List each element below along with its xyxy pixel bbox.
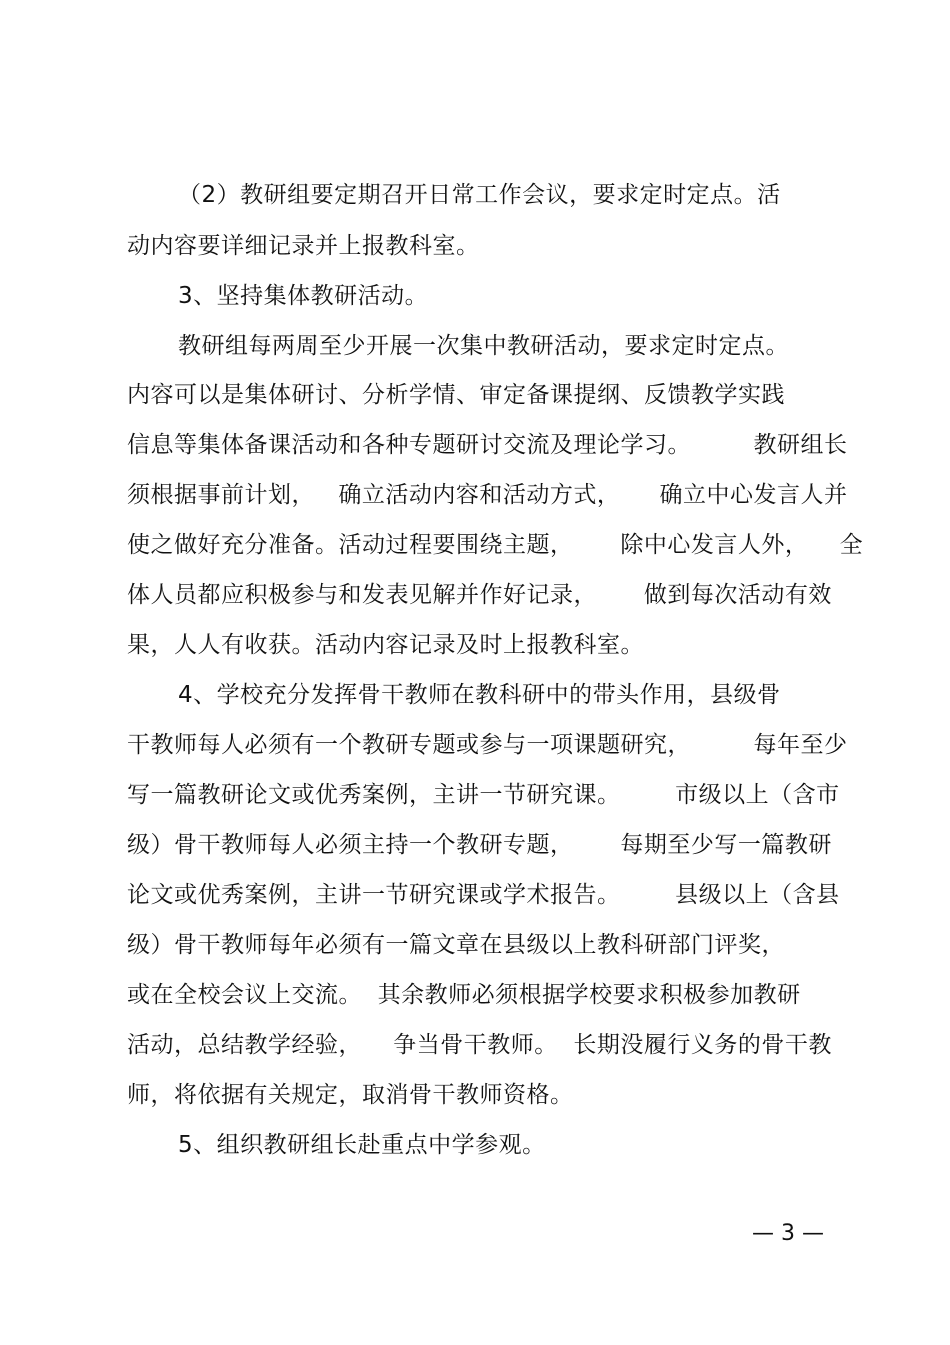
text-line: 果，人人有收获。活动内容记录及时上报教科室。 [127,632,644,658]
text-line: 写一篇教研论文或优秀案例，主讲一节研究课。 市级以上（含市 [127,782,840,808]
text-line: 或在全校会议上交流。 其余教师必须根据学校要求积极参加教研 [127,982,801,1008]
text-line: 干教师每人必须有一个教研专题或参与一项课题研究， 每年至少 [127,732,848,758]
text-line: 论文或优秀案例，主讲一节研究课或学术报告。 县级以上（含县 [127,882,840,908]
page-number: — 3 — [752,1221,824,1246]
text-line: 5、组织教研组长赴重点中学参观。 [178,1132,546,1158]
text-line: 体人员都应积极参与和发表见解并作好记录， 做到每次活动有效 [127,582,832,608]
text-line: 信息等集体备课活动和各种专题研讨交流及理论学习。 教研组长 [127,432,848,458]
text-line: 动内容要详细记录并上报教科室。 [127,233,480,259]
text-line: 4、学校充分发挥骨干教师在教科研中的带头作用，县级骨 [178,682,781,708]
text-line: 级）骨干教师每年必须有一篇文章在县级以上教科研部门评奖， [127,932,785,958]
text-line: 级）骨干教师每人必须主持一个教研专题， 每期至少写一篇教研 [127,832,832,858]
text-line: 须根据事前计划， 确立活动内容和活动方式， 确立中心发言人并 [127,482,848,508]
text-line: 活动，总结教学经验， 争当骨干教师。 长期没履行义务的骨干教 [127,1032,832,1058]
text-line: 3、坚持集体教研活动。 [178,283,429,309]
text-line: 教研组每两周至少开展一次集中教研活动，要求定时定点。 [178,333,789,359]
text-line: 内容可以是集体研讨、分析学情、审定备课提纲、反馈教学实践 [127,382,785,408]
text-line: 使之做好充分准备。活动过程要围绕主题， 除中心发言人外， 全 [127,532,864,558]
text-line: （2）教研组要定期召开日常工作会议，要求定时定点。活 [178,182,781,208]
text-line: 师，将依据有关规定，取消骨干教师资格。 [127,1082,574,1108]
